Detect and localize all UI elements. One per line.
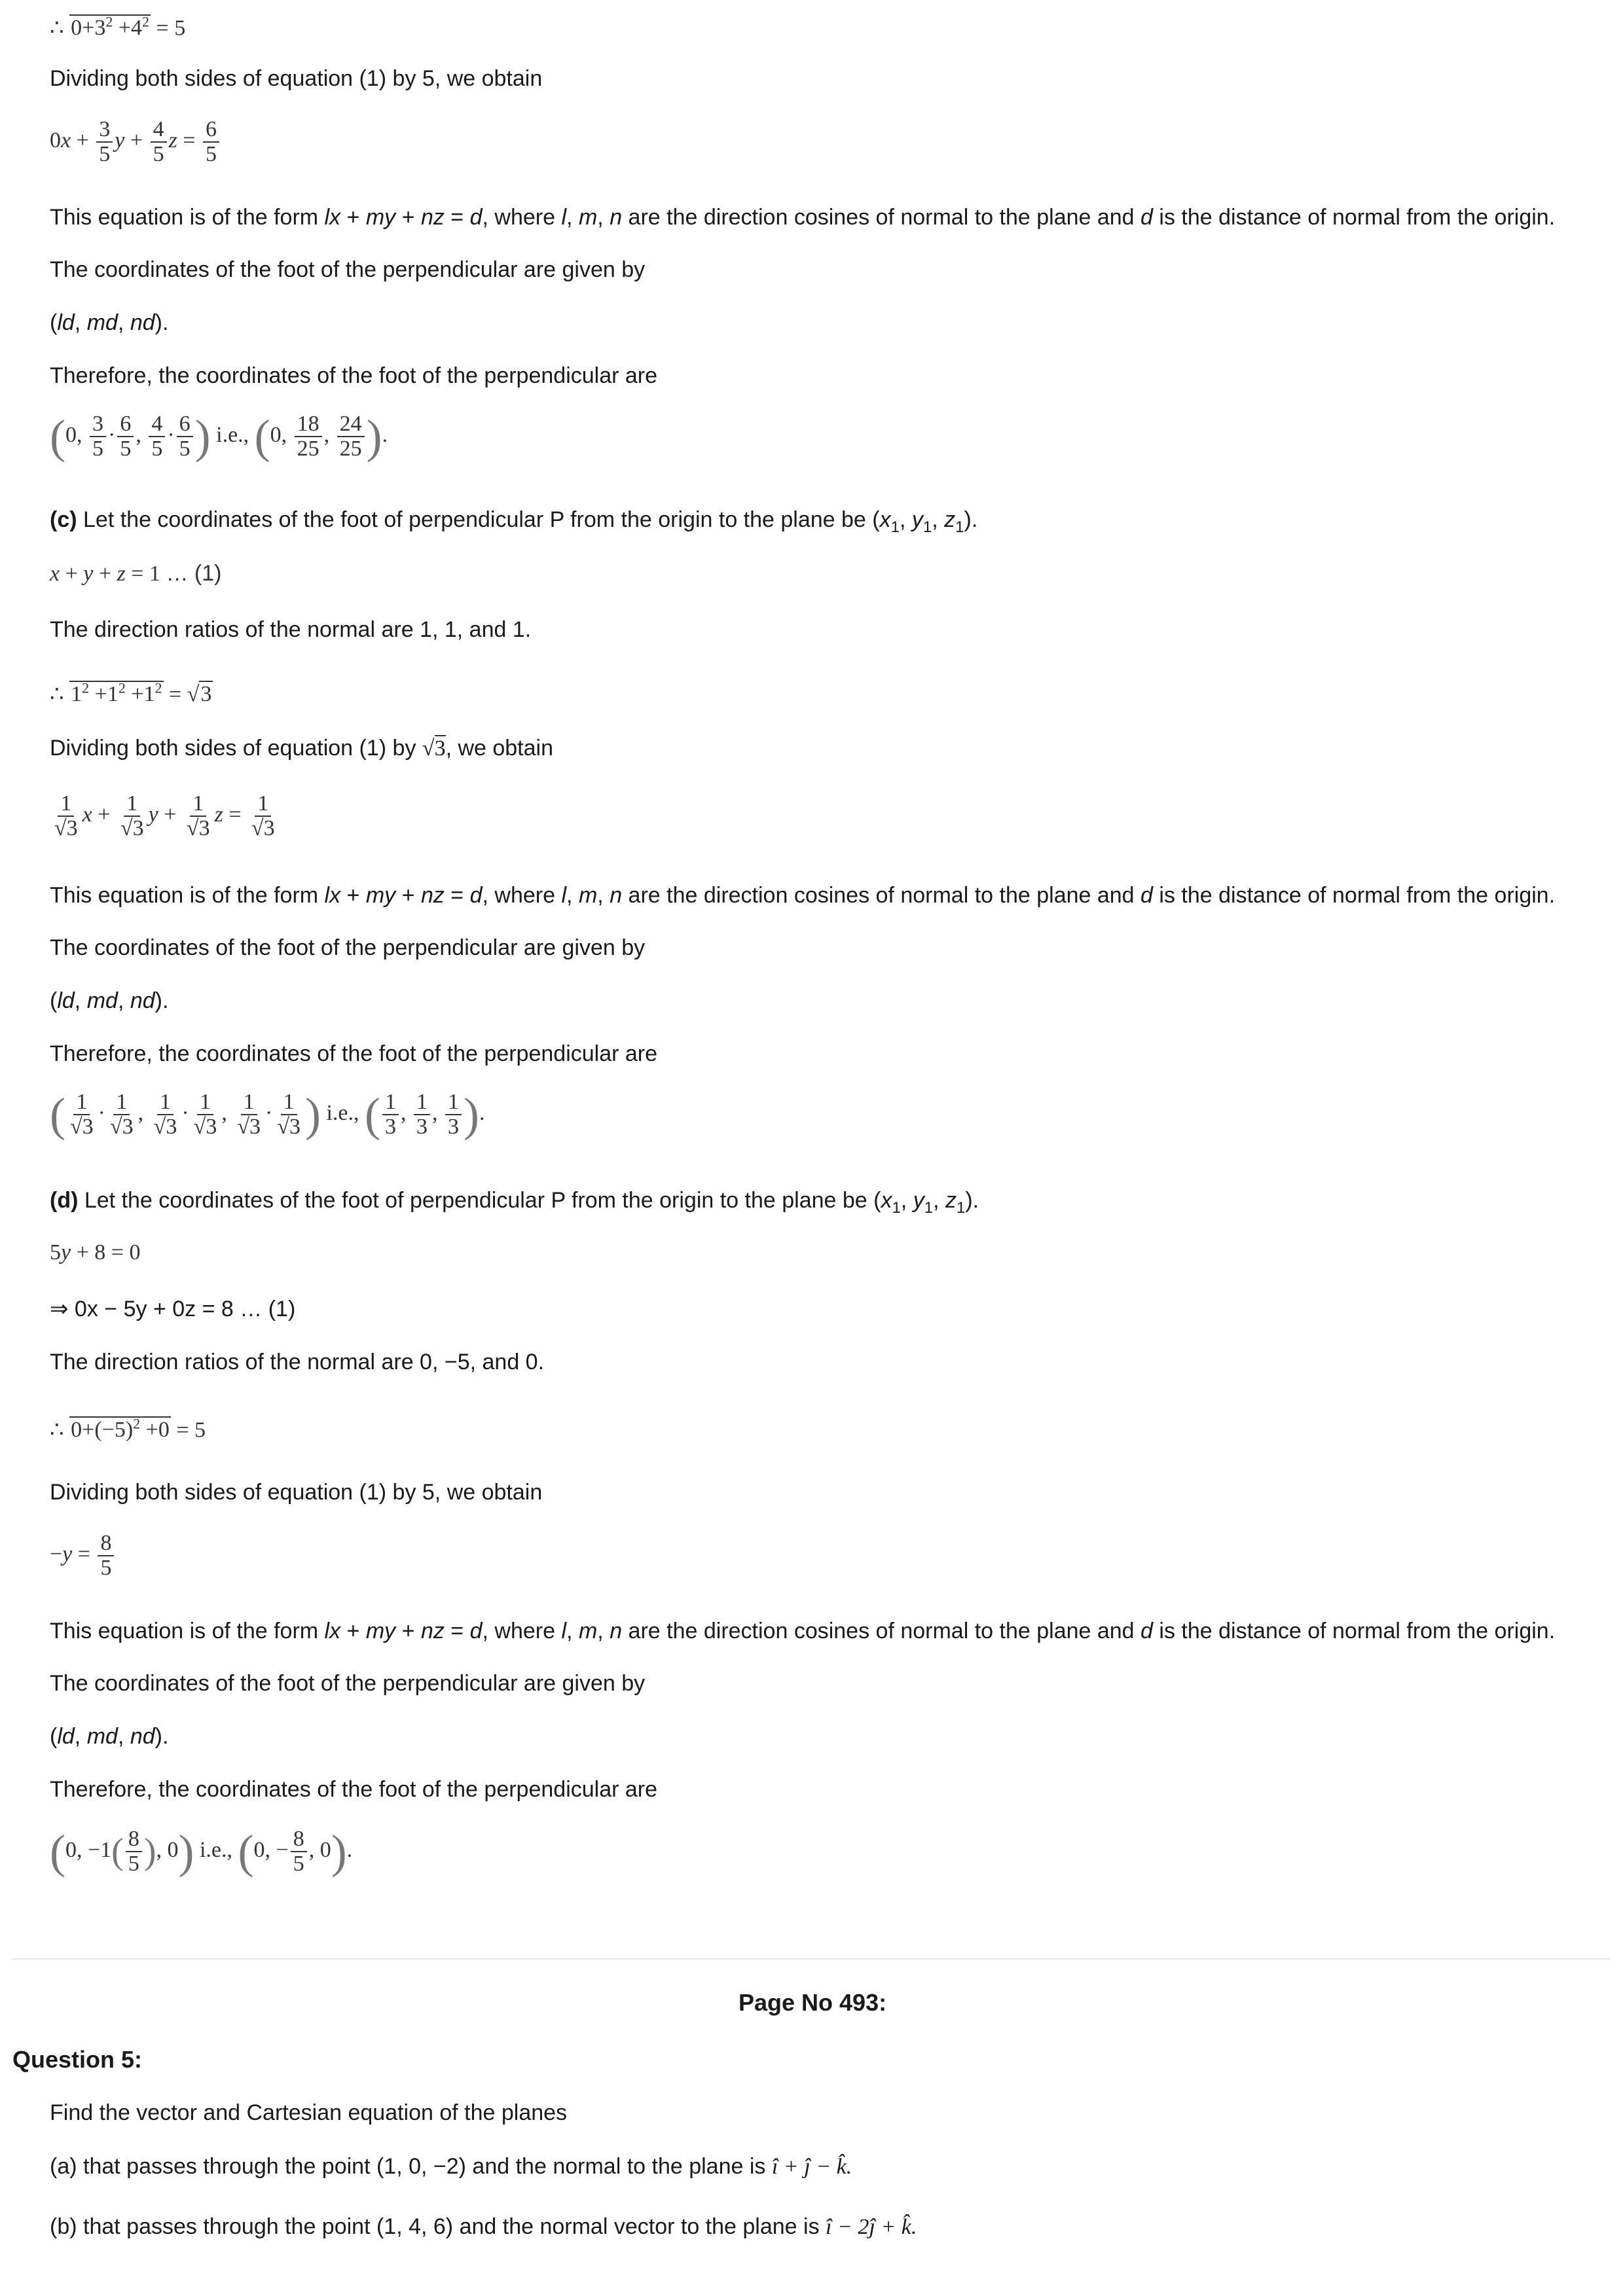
result-b: (0, $\frac{3}{5}$ · $\frac{6}{5}$ , $\frac{4}{5}$ · $\frac{6}{5}$ ) i.e., (0, $\frac{18}{25}$ , $\frac{24}{25}$ ). [50,410,388,463]
form-text-d: This equation is of the form lx + my + nz = d, where l, m, n are the direction cosines of normal to the plane and d is the distance of normal from the origin. [50,1619,1556,1643]
therefore-text-d: Therefore, the coordinates of the foot of the perpendicular are [50,1777,658,1802]
equation-d: −y = $\frac{8}{5}$ [50,1532,116,1580]
ldmdnd-d: (ld, md, nd). [50,1724,169,1749]
form-text-c: This equation is of the form lx + my + nz = d, where l, m, n are the direction cosines of normal to the plane and d is the distance of normal from the origin. [50,883,1556,908]
question-part-b: (b) that passes through the point (1, 4, 6) and the normal vector to the plane is î − 2ĵ + k̂. [50,2214,917,2239]
question-text: Find the vector and Cartesian equation of the planes [50,2100,568,2125]
section-divider [12,1958,1611,1960]
foot-given-text-d: The coordinates of the foot of the perpendicular are given by [50,1671,646,1696]
sqrt-equation-d: ∴ $0+(-5)^2 +0 = 5$ [50,1416,206,1443]
foot-given-text-c: The coordinates of the foot of the perpendicular are given by [50,935,646,960]
equation-b: 0x + $\frac{3}{5}$ y + $\frac{4}{5}$ z = $\frac{6}{5}$ [50,118,221,166]
result-c: ( $\frac{1}{√3}$ · $\frac{1}{√3}$ , $\frac{1}{√3}$ · $\frac{1}{√3}$ , $\frac{1}{√3}$ · $\frac{1}{√3}$ ) i.e., ( $\frac{1}{3}$ , $\frac{1}{3}$ , $\frac{1}{3}$ ). [50,1088,485,1141]
part-d-intro: (d) Let the coordinates of the foot of perpendicular P from the origin to the plane be ($x_1$, $y_1$, $z_1$). [50,1188,979,1217]
result-d: (0, −1( $\frac{8}{5}$ ), 0) i.e., (0, − $\frac{8}{5}$ , 0). [50,1825,353,1878]
ldmdnd-b: (ld, md, nd). [50,310,169,335]
implies-d: ⇒ 0x − 5y + 0z = 8 … (1) [50,1297,296,1321]
plane-c: x + y + z = 1 … (1) [50,561,222,586]
page-number: Page No 493: [739,1989,887,2016]
direction-ratios-d: The direction ratios of the normal are 0, −5, and 0. [50,1350,545,1374]
therefore-text-b: Therefore, the coordinates of the foot of the perpendicular are [50,363,658,388]
divide-text-c: Dividing both sides of equation (1) by √3, we obtain [50,736,554,761]
divide-text-b: Dividing both sides of equation (1) by 5, we obtain [50,66,543,91]
foot-given-text-b: The coordinates of the foot of the perpendicular are given by [50,257,646,282]
form-text-b: This equation is of the form lx + my + nz = d, where l, m, n are the direction cosines of normal to the plane and d is the distance of normal from the origin. [50,205,1556,230]
ldmdnd-c: (ld, md, nd). [50,988,169,1013]
question-heading: Question 5: [12,2046,143,2073]
divide-text-d: Dividing both sides of equation (1) by 5, we obtain [50,1480,543,1505]
question-part-a: (a) that passes through the point (1, 0, −2) and the normal to the plane is î + ĵ − k̂. [50,2154,852,2179]
direction-ratios-c: The direction ratios of the normal are 1, 1, and 1. [50,617,532,642]
therefore-text-c: Therefore, the coordinates of the foot of the perpendicular are [50,1041,658,1066]
sqrt-equation-c: ∴ $1^2 +1^2 +1^2 = √3$ [50,680,212,707]
plane-d: 5y + 8 = 0 [50,1240,141,1265]
sqrt-equation-b: ∴ $0+3^2 +4^2 = 5$ [50,14,186,41]
part-c-intro: (c) Let the coordinates of the foot of perpendicular P from the origin to the plane be ($x_1$, $y_1$, $z_1$). [50,507,978,536]
equation-c: $\frac{1}{√3}$ x + $\frac{1}{√3}$ y + $\frac{1}{√3}$ z = $\frac{1}{√3}$ [54,791,275,840]
